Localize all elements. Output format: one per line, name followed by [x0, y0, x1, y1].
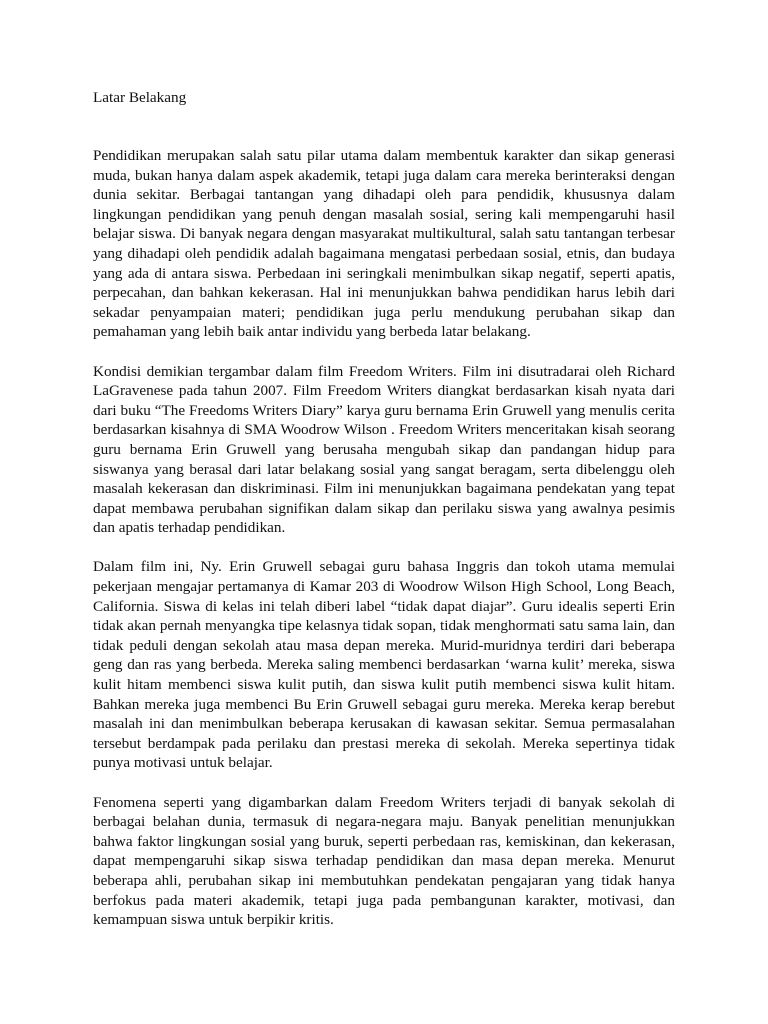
paragraph-2: Kondisi demikian tergambar dalam film Freedom Writers. Film ini disutradarai oleh Richard LaGravenese pada tahun 2007. Film Freedom Writers diangkat berdasarkan kisah nyata dari dari buku “The Freedoms Writers Diary” karya guru bernama Erin Gruwell yang menulis cerita berdasarkan kisahnya di SMA Woodrow Wilson . Freedom Writers menceritakan kisah seorang guru bernama Erin Gruwell yang berusaha mengubah sikap dan pandangan hidup para siswanya yang berasal dari latar belakang sosial yang sangat beragam, serta dibelenggu oleh masalah kekerasan dan diskriminasi. Film ini menunjukkan bagaimana pendekatan yang tepat dapat membawa perubahan signifikan dalam sikap dan perilaku siswa yang awalnya pesimis dan apatis terhadap pendidikan. [93, 362, 675, 537]
paragraph-4: Fenomena seperti yang digambarkan dalam Freedom Writers terjadi di banyak sekolah di berbagai belahan dunia, termasuk di negara-negara maju. Banyak penelitian menunjukkan bahwa faktor lingkungan sosial yang buruk, seperti perbedaan ras, kemiskinan, dan kekerasan, dapat mempengaruhi sikap siswa terhadap pendidikan dan masa depan mereka. Menurut beberapa ahli, perubahan sikap ini membutuhkan pendekatan pengajaran yang tidak hanya berfokus pada materi akademik, tetapi juga pada pembangunan karakter, motivasi, dan kemampuan siswa untuk berpikir kritis. [93, 793, 675, 929]
paragraph-3: Dalam film ini, Ny. Erin Gruwell sebagai guru bahasa Inggris dan tokoh utama memulai pekerjaan mengajar pertamanya di Kamar 203 di Woodrow Wilson High School, Long Beach, California. Siswa di kelas ini telah diberi label “tidak dapat diajar”. Guru idealis seperti Erin tidak akan pernah menyangka tipe kelasnya tidak sopan, tidak menghormati satu sama lain, dan tidak peduli dengan sekolah atau masa depan mereka. Murid-muridnya terdiri dari beberapa geng dan ras yang berbeda. Mereka saling membenci berdasarkan ‘warna kulit’ mereka, siswa kulit hitam membenci siswa kulit putih, dan siswa kulit putih membenci siswa kulit hitam. Bahkan mereka juga membenci Bu Erin Gruwell sebagai guru mereka. Mereka kerap berebut masalah ini dan menimbulkan beberapa kerusakan di kawasan sekitar. Semua permasalahan tersebut berdampak pada perilaku dan prestasi mereka di sekolah. Mereka sepertinya tidak punya motivasi untuk belajar. [93, 558, 675, 772]
section-heading: Latar Belakang [93, 89, 187, 106]
document-body [93, 146, 675, 949]
paragraph-1: Pendidikan merupakan salah satu pilar utama dalam membentuk karakter dan sikap generasi muda, bukan hanya dalam aspek akademik, tetapi juga dalam cara mereka berinteraksi dengan dunia sekitar. Berbagai tantangan yang dihadapi oleh para pendidik, khususnya dalam lingkungan pendidikan yang penuh dengan masalah sosial, sering kali mempengaruhi hasil belajar siswa. Di banyak negara dengan masyarakat multikultural, salah satu tantangan terbesar yang dihadapi oleh pendidik adalah bagaimana mengatasi perbedaan sosial, etnis, dan budaya yang ada di antara siswa. Perbedaan ini seringkali menimbulkan sikap negatif, seperti apatis, perpecahan, dan bahkan kekerasan. Hal ini menunjukkan bahwa pendidikan harus lebih dari sekadar penyampaian materi; pendidikan juga perlu mendukung perubahan sikap dan pemahaman yang lebih baik antar individu yang berbeda latar belakang. [93, 147, 675, 341]
